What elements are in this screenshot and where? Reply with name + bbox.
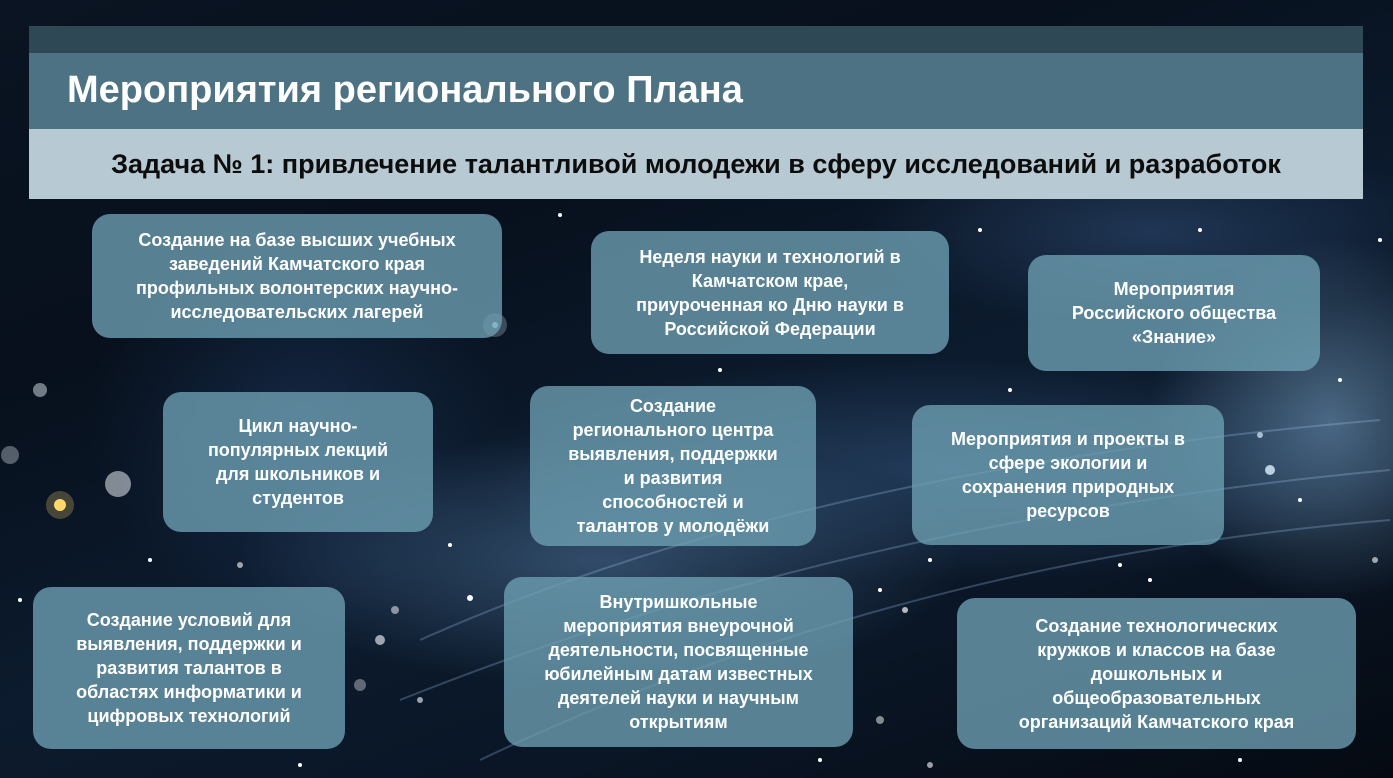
card-tech-clubs: [957, 598, 1356, 749]
slide-subtitle: Задача № 1: привлечение талантливой молодежи в сферу исследований и разработок: [111, 148, 1281, 179]
card-line: областях информатики и: [76, 682, 302, 702]
card-regional-talent-center: [530, 386, 816, 546]
card-text: [1072, 277, 1276, 349]
header-bar: [29, 26, 1363, 53]
card-science-week: [591, 231, 949, 354]
card-it-talent-conditions: [33, 587, 345, 749]
card-text: [76, 608, 302, 728]
card-line: Мероприятия: [1113, 279, 1235, 299]
card-line: выявления, поддержки: [568, 444, 778, 464]
card-ecology-projects: [912, 405, 1224, 545]
card-popular-science-lectures: [163, 392, 433, 532]
card-line: заведений Камчатского края: [168, 254, 426, 274]
card-line: деятелей науки и научным: [558, 688, 799, 708]
card-line: Создание: [629, 396, 717, 416]
card-line: мероприятия внеурочной: [563, 616, 794, 636]
card-line: Цикл научно-: [238, 416, 358, 436]
card-text: [1019, 614, 1294, 734]
subtitle-band: [29, 129, 1363, 199]
card-line: студентов: [252, 488, 344, 508]
card-line: сохранения природных: [961, 477, 1175, 497]
card-line: популярных лекций: [207, 440, 389, 460]
title-band: [29, 53, 1363, 129]
card-line: Внутришкольные: [599, 592, 758, 612]
card-text: [544, 590, 812, 734]
card-line: сфере экологии и: [988, 453, 1148, 473]
card-text: [951, 427, 1185, 523]
card-line: развития талантов в: [96, 658, 282, 678]
card-line: способностей и: [602, 492, 744, 512]
card-line: профильных волонтерских научно-: [136, 278, 458, 298]
card-line: организаций Камчатского края: [1018, 711, 1295, 732]
card-line: регионального центра: [572, 420, 774, 440]
card-line: Создание технологических: [1035, 615, 1278, 636]
card-text: [636, 245, 904, 341]
card-school-science-events: [504, 577, 853, 747]
card-znanie-society: [1028, 255, 1320, 371]
card-line: дошкольных и: [1090, 663, 1223, 684]
card-line: общеобразовательных: [1052, 687, 1261, 708]
card-text: [568, 394, 778, 538]
card-line: открытиям: [629, 712, 728, 732]
card-volunteer-research-camps: [92, 214, 502, 338]
card-line: Мероприятия и проекты в: [950, 429, 1186, 449]
card-line: Неделя науки и технологий в: [639, 246, 901, 267]
card-line: для школьников и: [215, 464, 381, 484]
card-line: деятельности, посвященные: [548, 640, 809, 660]
card-line: Российской Федерации: [664, 318, 876, 339]
card-line: Создание условий для: [86, 610, 292, 630]
card-line: Камчатском крае,: [691, 270, 849, 291]
card-line: цифровых технологий: [87, 706, 291, 726]
card-line: «Знание»: [1131, 327, 1217, 347]
card-line: исследовательских лагерей: [170, 302, 424, 322]
card-line: приуроченная ко Дню науки в: [636, 294, 904, 315]
card-line: юбилейным датам известных: [544, 664, 813, 684]
card-line: Российского общества: [1071, 303, 1277, 323]
card-text: [136, 228, 458, 324]
card-line: выявления, поддержки и: [76, 634, 302, 654]
card-line: талантов у молодёжи: [576, 516, 770, 536]
card-line: Создание на базе высших учебных: [138, 230, 456, 250]
card-line: кружков и классов на базе: [1037, 639, 1276, 660]
card-text: [208, 414, 388, 510]
slide-title: Мероприятия регионального Плана: [67, 69, 743, 111]
card-line: ресурсов: [1026, 501, 1110, 521]
card-line: и развития: [623, 468, 723, 488]
